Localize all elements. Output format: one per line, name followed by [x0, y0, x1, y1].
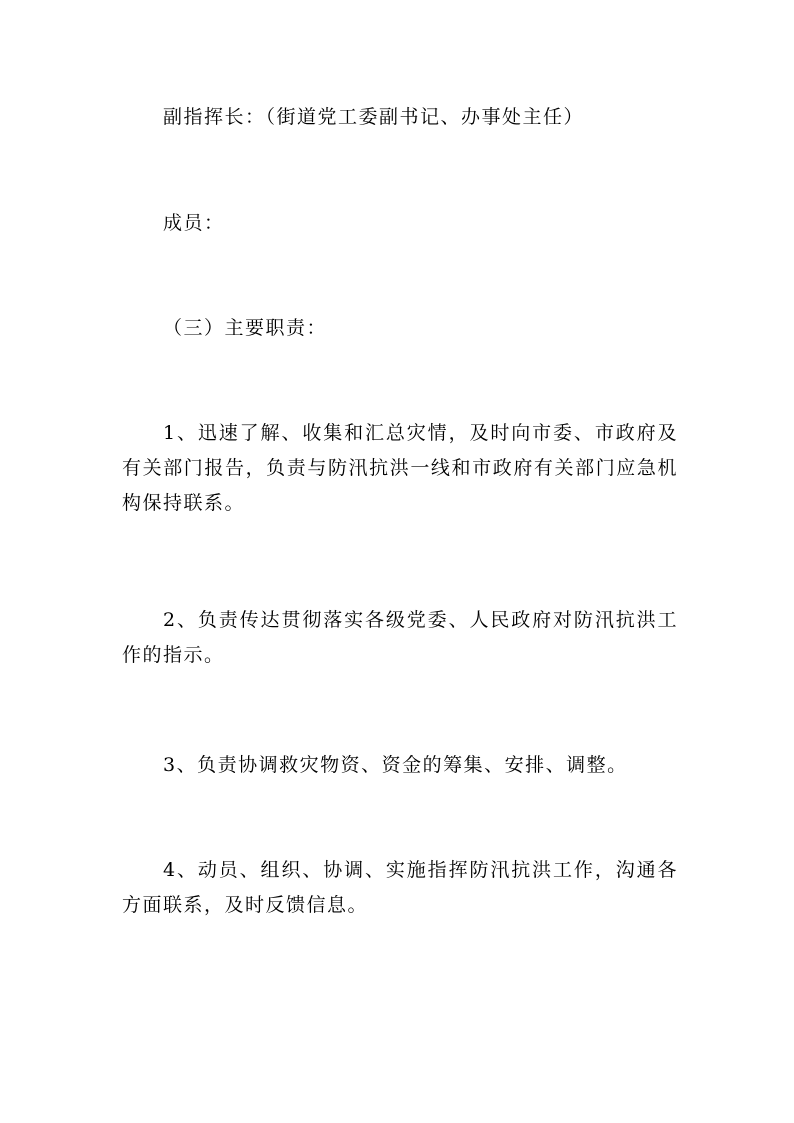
duty-item-3: 3、负责协调救灾物资、资金的筹集、安排、调整。	[163, 754, 628, 776]
duty-item-2: 2、负责传达贯彻落实各级党委、人民政府对防汛抗洪工作的指示。	[122, 609, 678, 666]
deputy-commander-line: 副指挥长：（街道党工委副书记、办事处主任）	[163, 106, 585, 128]
duty-item-1: 1、迅速了解、收集和汇总灾情，及时向市委、市政府及有关部门报告，负责与防汛抗洪一线和市政府有关部门应急机构保持联系。	[122, 422, 678, 514]
duty-item-4: 4、动员、组织、协调、实施指挥防汛抗洪工作，沟通各方面联系，及时反馈信息。	[122, 859, 678, 916]
members-line: 成员：	[163, 212, 225, 234]
section-heading-main-duties: （三）主要职责：	[163, 317, 328, 339]
